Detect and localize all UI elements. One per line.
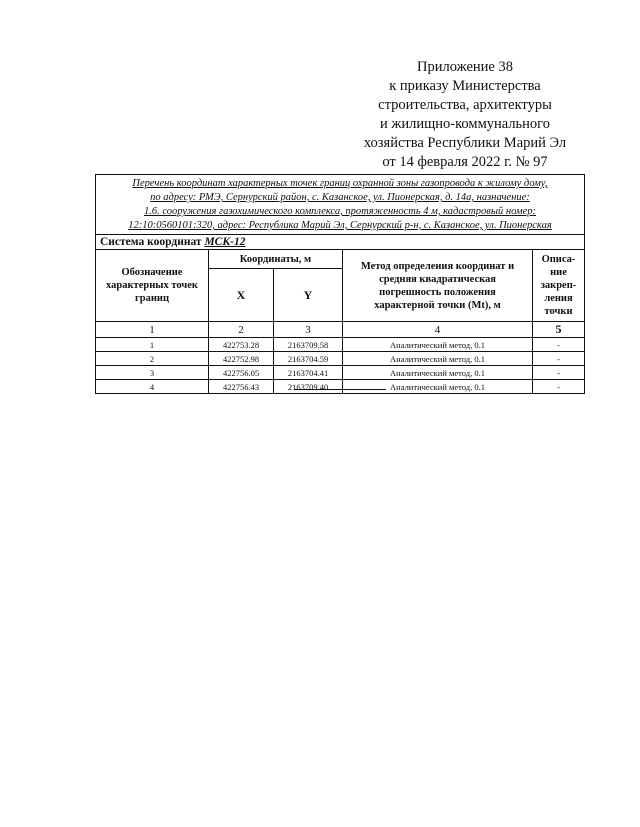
- header-text: погрешность положения: [379, 286, 496, 298]
- y-value: 2163709.40: [274, 380, 343, 394]
- header-text: закреп-: [540, 280, 577, 291]
- separator-line: [294, 389, 386, 390]
- header-text: Обозначение: [121, 267, 183, 278]
- y-value: 2163709.58: [274, 338, 343, 352]
- header-text: характерной точки (Mt), м: [374, 299, 501, 311]
- header-description: [533, 250, 585, 322]
- point-number: 3: [96, 366, 209, 380]
- table-row: [96, 366, 585, 380]
- y-value: 2163704.59: [274, 352, 343, 366]
- header-text: Метод определения координат и: [360, 260, 515, 272]
- header-text: точки: [544, 306, 573, 317]
- x-value: 422756.05: [209, 366, 274, 380]
- method-value: Аналитический метод, 0.1: [343, 352, 533, 366]
- description-value: -: [533, 352, 585, 366]
- header-text: характерных точек: [106, 280, 198, 291]
- x-value: 422752.98: [209, 352, 274, 366]
- column-number: 3: [274, 322, 343, 338]
- method-value: Аналитический метод, 0.1: [343, 380, 533, 394]
- column-number: 5: [533, 322, 585, 338]
- header-coordinates: Координаты, м: [209, 250, 343, 269]
- header-line: к приказу Министерства: [389, 78, 541, 94]
- header-text: ние: [550, 267, 567, 278]
- y-value: 2163704.41: [274, 366, 343, 380]
- appendix-header: [340, 58, 590, 172]
- header-line: и жилищно-коммунального: [379, 116, 551, 132]
- x-value: 422756.43: [209, 380, 274, 394]
- method-value: Аналитический метод, 0.1: [343, 338, 533, 352]
- column-number-row: [96, 322, 585, 338]
- point-number: 4: [96, 380, 209, 394]
- header-line: строительства, архитектуры: [378, 97, 552, 113]
- description-value: -: [533, 338, 585, 352]
- point-number: 1: [96, 338, 209, 352]
- coordinate-system: [96, 235, 585, 250]
- header-row-1: [96, 250, 585, 269]
- title-line: по адресу: РМЭ, Сернурский район, с. Казанское, ул. Пионерская, д. 14а, назначение:: [150, 192, 530, 203]
- header-method: [343, 250, 533, 322]
- title-line: 1.6. сооружения газохимического комплекса, протяженность 4 м, кадастровый номер:: [143, 206, 537, 217]
- title-line: 12:10:0560101:320, адрес: Республика Марий Эл, Сернурский р-н, с. Казанское, ул. Пионерская: [128, 220, 552, 231]
- title-line: Перечень координат характерных точек границ охранной зоны газопровода к жилому дому,: [132, 178, 548, 189]
- coordinates-table: [95, 174, 585, 394]
- table-row: [96, 380, 585, 394]
- header-x: X: [209, 269, 274, 322]
- header-text: Описа-: [541, 254, 576, 265]
- point-number: 2: [96, 352, 209, 366]
- table-row: [96, 352, 585, 366]
- header-y: Y: [274, 269, 343, 322]
- header-text: средняя квадратическая: [379, 273, 496, 285]
- coordinate-system-label: Система координат: [100, 236, 202, 248]
- header-line: Приложение 38: [417, 59, 513, 75]
- column-number: 1: [96, 322, 209, 338]
- description-value: -: [533, 366, 585, 380]
- description-value: -: [533, 380, 585, 394]
- method-value: Аналитический метод, 0.1: [343, 366, 533, 380]
- table-title-row: [96, 175, 585, 235]
- header-point-designation: [96, 250, 209, 322]
- table-title: [96, 175, 585, 235]
- table-row: [96, 338, 585, 352]
- header-text: границ: [134, 293, 169, 304]
- coordinate-system-row: [96, 235, 585, 250]
- header-line: от 14 февраля 2022 г. № 97: [382, 154, 548, 170]
- column-number: 2: [209, 322, 274, 338]
- x-value: 422753.28: [209, 338, 274, 352]
- column-number: 4: [343, 322, 533, 338]
- header-text: ления: [544, 293, 573, 304]
- coordinate-system-value: МСК-12: [204, 236, 246, 248]
- header-line: хозяйства Республики Марий Эл: [363, 135, 567, 151]
